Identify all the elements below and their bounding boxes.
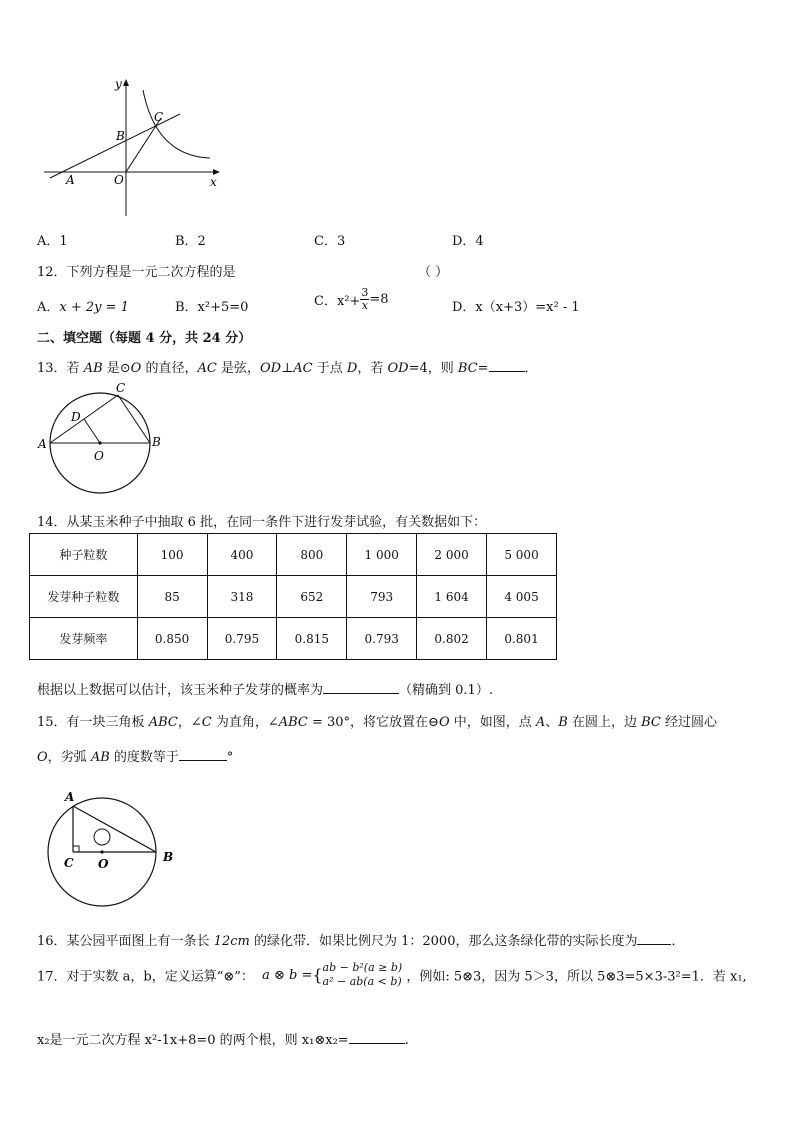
q17-case-1: ab − b²(a ≥ b) [322, 961, 403, 974]
table-cell: 652 [277, 576, 347, 618]
table-header-cell: 种子粒数 [30, 534, 138, 576]
q17-line1 [37, 961, 747, 989]
q13-t7: ，若 [357, 361, 388, 376]
q15-B: B [558, 715, 568, 730]
q13-t5: ⊥ [281, 361, 294, 376]
q11-coordinate-figure [38, 74, 228, 220]
table-cell: 2 000 [417, 534, 487, 576]
q15-arc-AB: AB [90, 750, 110, 765]
q15-t7: 在圆上，边 [567, 715, 642, 730]
fig13-C-label: C [116, 381, 126, 395]
fig11-A-label: A [66, 173, 75, 187]
q13-AC: AC [197, 361, 217, 376]
q12-option-c-tail: =8 [369, 292, 389, 307]
table-cell: 800 [277, 534, 347, 576]
q17-operator-def: a ⊗ b = [262, 967, 313, 983]
q13-D: D [346, 361, 358, 376]
table-cell: 0.850 [137, 618, 207, 660]
q13-OD2: OD [387, 361, 409, 376]
table-cell: 1 604 [417, 576, 487, 618]
q16-t1: 16．某公园平面图上有一条长 [37, 934, 214, 949]
q15-A: A [535, 715, 546, 730]
q13-AC2: AC [293, 361, 313, 376]
q13-t4: 是弦， [216, 361, 260, 376]
q11-option-a: A．1 [37, 234, 68, 249]
table-cell: 0.802 [417, 618, 487, 660]
q15-answer-blank [179, 748, 227, 761]
q14-data-table [29, 533, 557, 660]
q14-conclusion [37, 679, 493, 698]
q11-option-b: B．2 [175, 234, 206, 249]
q13-OD: OD [259, 361, 282, 376]
q15-t3: 为直角，∠ [211, 715, 279, 730]
q15-circle-triangle-figure [40, 786, 180, 908]
table-cell: 0.801 [487, 618, 557, 660]
q15-t1: 15．有一块三角板 [37, 715, 149, 730]
section-2-title: 二、填空题（每题 4 分，共 24 分） [37, 331, 252, 346]
q14-conclusion-text: 根据以上数据可以估计，该玉米种子发芽的概率为 [37, 683, 324, 698]
table-cell: 0.795 [207, 618, 277, 660]
table-cell: 318 [207, 576, 277, 618]
fig11-y-label: y [115, 77, 122, 91]
q15-t8: 经过圆心 [660, 715, 718, 730]
fig15-O-label: O [98, 857, 109, 871]
fig11-B-label: B [116, 129, 125, 143]
table-cell: 400 [207, 534, 277, 576]
q12-option-b: B．x²+5=0 [175, 300, 249, 315]
fig11-O-label: O [114, 173, 124, 187]
q13-circle-figure [34, 380, 168, 496]
table-header-cell: 发芽频率 [30, 618, 138, 660]
q15-t6: 、 [545, 715, 559, 730]
q17-cases [323, 961, 403, 989]
table-row [30, 618, 557, 660]
q12-option-c-label: C．x²+ [314, 294, 361, 309]
q12-option-c [314, 287, 389, 312]
q15-t5: 中，如图，点 [449, 715, 536, 730]
q17-t2: ，例如: 5⊗3，因为 5＞3，所以 5⊗3=5×3-3²=1．若 x₁, [406, 969, 747, 985]
q11-option-c: C．3 [314, 234, 346, 249]
q17-t3: x₂是一元二次方程 x²-1x+8=0 的两个根，则 x₁⊗x₂= [37, 1033, 349, 1048]
q17-brace: { [312, 965, 323, 985]
table-row [30, 576, 557, 618]
table-row [30, 534, 557, 576]
q15-ABC2: ABC [278, 715, 308, 730]
q15-ABC: ABC [148, 715, 178, 730]
q13-answer-blank [489, 359, 525, 372]
fig15-C-label: C [64, 856, 74, 870]
q16-t2: 的绿化带．如果比例尺为 1：2000，那么这条绿化带的实际长度为 [249, 934, 638, 949]
q17-t4: . [404, 1033, 409, 1048]
q15-degree: ° [226, 750, 234, 765]
q12-option-a [37, 296, 129, 315]
fig11-C-label: C [154, 110, 164, 124]
q15-line2 [37, 746, 233, 765]
q15-t4: = 30°，将它放置在⊖ [307, 715, 439, 730]
fig11-x-label: x [210, 175, 217, 189]
table-cell: 793 [347, 576, 417, 618]
q15-line1 [37, 711, 717, 730]
q15-t2: ，∠ [177, 715, 202, 730]
q15-C: C [201, 715, 212, 730]
fig15-B-label: B [163, 850, 174, 864]
q13-BC: BC [457, 361, 478, 376]
q12-c-denominator: x [361, 299, 368, 312]
q13-t2: 是⊙ [102, 361, 131, 376]
q12-stem: 12．下列方程是一元二次方程的是 [37, 265, 236, 280]
fig13-A-label: A [38, 437, 47, 451]
table-cell: 4 005 [487, 576, 557, 618]
q15-t9: ，劣弧 [47, 750, 91, 765]
fig13-B-label: B [152, 435, 161, 449]
table-cell: 5 000 [487, 534, 557, 576]
q13-stem [37, 357, 538, 376]
table-header-cell: 发芽种子粒数 [30, 576, 138, 618]
q16-stem [37, 930, 684, 949]
fig13-D-label: D [71, 410, 81, 424]
q17-line2 [37, 1029, 409, 1048]
q16-length: 12cm [213, 934, 250, 949]
q12-option-a-expr: x + 2y = 1 [59, 300, 129, 315]
q15-O2: O [37, 750, 48, 765]
table-cell: 85 [137, 576, 207, 618]
table-cell: 0.815 [277, 618, 347, 660]
q12-c-numerator: 3 [361, 286, 369, 299]
fig15-A-label: A [65, 790, 75, 804]
q13-t9: = [477, 361, 489, 376]
q13-t10: ． [524, 361, 538, 376]
q11-option-d: D．4 [452, 234, 484, 249]
table-cell: 1 000 [347, 534, 417, 576]
q13-t6: 于点 [312, 361, 347, 376]
fig13-O-label: O [94, 449, 104, 463]
q13-t3: 的直径， [141, 361, 198, 376]
q17-answer-blank [349, 1031, 405, 1044]
q12-option-d: D．x（x+3）=x² - 1 [452, 300, 580, 315]
table-cell: 0.793 [347, 618, 417, 660]
q12-answer-paren: （ ） [418, 265, 449, 280]
table-cell: 100 [137, 534, 207, 576]
q13-t8: =4，则 [408, 361, 458, 376]
q16-answer-blank [637, 932, 671, 945]
q16-t3: ． [671, 934, 685, 949]
q12-option-a-label: A． [37, 300, 60, 315]
q15-BC: BC [641, 715, 661, 730]
q14-conclusion-tail: （精确到 0.1）. [399, 683, 493, 698]
q17-case-2: a² − ab(a < b) [322, 975, 402, 988]
q13-AB: AB [83, 361, 103, 376]
q15-t10: 的度数等于 [109, 750, 179, 765]
q13-O: O [130, 361, 142, 376]
q15-O: O [438, 715, 450, 730]
q14-stem: 14．从某玉米种子中抽取 6 批，在同一条件下进行发芽试验，有关数据如下： [37, 515, 487, 530]
q13-t1: 13．若 [37, 361, 84, 376]
q17-t1: 17．对于实数 a，b，定义运算“⊗”： [37, 969, 254, 985]
q14-answer-blank [323, 681, 399, 694]
